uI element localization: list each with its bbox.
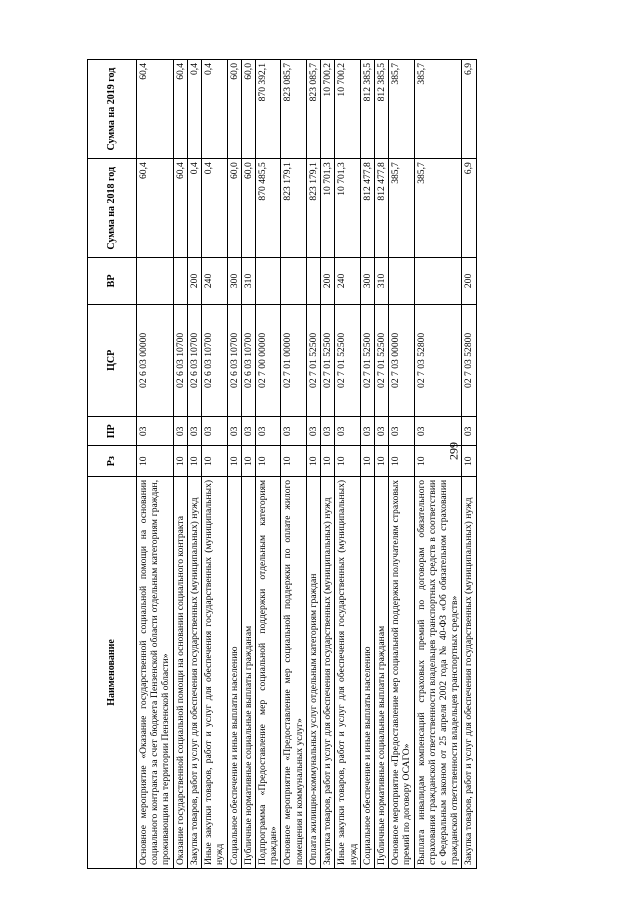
cell-sum-2019: 10 700,2 [321, 60, 335, 159]
cell-name: Выплата инвалидам компенсаций страховых премий по договорам обязательного страхования гражданской ответственности владельцев транспортных средств в соответствии с Федеральным законом от 25 апреля 2002 года № 40-ФЗ «Об обязательном страховании гражданской ответственности владельцев транспортных средств» [414, 476, 462, 868]
cell-rz: 10 [281, 446, 306, 476]
cell-rz: 10 [255, 446, 280, 476]
table-row [241, 60, 255, 869]
cell-name: Закупка товаров, работ и услуг для обеспечения государственных (муниципальных) нужд [187, 476, 201, 868]
cell-vr: 300 [360, 258, 374, 304]
cell-name: Публичные нормативные социальные выплаты гражданам [241, 476, 255, 868]
cell-csr: 02 6 03 00000 [137, 304, 174, 417]
cell-vr: 310 [374, 258, 388, 304]
cell-csr: 02 7 01 52500 [335, 304, 360, 417]
cell-pr: 03 [414, 417, 462, 446]
cell-name: Закупка товаров, работ и услуг для обеспечения государственных (муниципальных) нужд [321, 476, 335, 868]
table-row [255, 60, 280, 869]
cell-name: Основное мероприятие «Предоставление мер социальной поддержки по оплате жилого помещения и коммунальных услуг» [281, 476, 306, 868]
header-pr: ПР [88, 417, 137, 446]
cell-name: Социальное обеспечение и иные выплаты населению [360, 476, 374, 868]
cell-sum-2019: 823 085,7 [306, 60, 320, 159]
cell-pr: 03 [202, 417, 227, 446]
cell-csr: 02 7 01 52500 [306, 304, 320, 417]
cell-csr: 02 7 01 52500 [374, 304, 388, 417]
cell-pr: 03 [374, 417, 388, 446]
table-row [173, 60, 187, 869]
cell-rz: 10 [414, 446, 462, 476]
cell-sum-2019: 385,7 [389, 60, 414, 159]
cell-pr: 03 [462, 417, 476, 446]
cell-rz: 10 [241, 446, 255, 476]
cell-vr: 200 [321, 258, 335, 304]
table-row [137, 60, 174, 869]
cell-pr: 03 [173, 417, 187, 446]
cell-rz: 10 [187, 446, 201, 476]
cell-rz: 10 [374, 446, 388, 476]
cell-vr: 310 [241, 258, 255, 304]
cell-vr: 200 [462, 258, 476, 304]
cell-rz: 10 [360, 446, 374, 476]
rotated-page-content [87, 59, 599, 869]
cell-rz: 10 [321, 446, 335, 476]
cell-csr: 02 7 03 52800 [414, 304, 462, 417]
cell-sum-2018: 385,7 [414, 159, 462, 258]
cell-pr: 03 [281, 417, 306, 446]
header-vr: ВР [88, 258, 137, 304]
cell-csr: 02 7 01 52500 [360, 304, 374, 417]
cell-sum-2018: 10 701,3 [335, 159, 360, 258]
table-row [281, 60, 306, 869]
cell-csr: 02 6 03 10700 [241, 304, 255, 417]
cell-name: Оплата жилищно-коммунальных услуг отдельным категориям граждан [306, 476, 320, 868]
cell-vr [414, 258, 462, 304]
cell-sum-2018: 60,0 [227, 159, 241, 258]
cell-pr: 03 [335, 417, 360, 446]
cell-sum-2019: 0,4 [187, 60, 201, 159]
table-row [389, 60, 414, 869]
cell-rz: 10 [335, 446, 360, 476]
table-row [462, 60, 476, 869]
cell-vr [389, 258, 414, 304]
cell-name: Основное мероприятие «Предоставление мер социальной поддержки получателям страховых премий по договору ОСАГО» [389, 476, 414, 868]
cell-sum-2018: 60,4 [137, 159, 174, 258]
cell-sum-2018: 60,0 [241, 159, 255, 258]
header-csr: ЦСР [88, 304, 137, 417]
cell-sum-2018: 0,4 [187, 159, 201, 258]
cell-csr: 02 6 03 10700 [227, 304, 241, 417]
header-row [88, 60, 137, 869]
cell-rz: 10 [227, 446, 241, 476]
cell-sum-2018: 823 179,1 [306, 159, 320, 258]
cell-sum-2018: 385,7 [389, 159, 414, 258]
cell-csr: 02 7 01 52500 [321, 304, 335, 417]
cell-name: Основное мероприятие «Оказание государственной социальной помощи на основании социального контракта за счет бюджета Пензенской области отдельным категориям граждан, проживающим на территории Пензенской области» [137, 476, 174, 868]
cell-rz: 10 [389, 446, 414, 476]
table-row [360, 60, 374, 869]
cell-sum-2018: 10 701,3 [321, 159, 335, 258]
cell-rz: 10 [202, 446, 227, 476]
cell-pr: 03 [306, 417, 320, 446]
cell-sum-2019: 60,4 [137, 60, 174, 159]
table-row [335, 60, 360, 869]
cell-vr [255, 258, 280, 304]
cell-pr: 03 [187, 417, 201, 446]
cell-vr: 300 [227, 258, 241, 304]
cell-csr: 02 6 03 10700 [202, 304, 227, 417]
cell-rz: 10 [306, 446, 320, 476]
cell-csr: 02 7 03 00000 [389, 304, 414, 417]
table-row [321, 60, 335, 869]
cell-sum-2019: 6,9 [462, 60, 476, 159]
cell-name: Публичные нормативные социальные выплаты гражданам [374, 476, 388, 868]
cell-name: Социальное обеспечение и иные выплаты населению [227, 476, 241, 868]
cell-name: Подпрограмма «Предоставление мер социальной поддержки отдельным категориям граждан» [255, 476, 280, 868]
cell-pr: 03 [241, 417, 255, 446]
header-sum-2019: Сумма на 2019 год [88, 60, 137, 159]
cell-sum-2018: 870 485,5 [255, 159, 280, 258]
cell-vr: 240 [335, 258, 360, 304]
cell-name: Оказание государственной социальной помощи на основании социального контракта [173, 476, 187, 868]
cell-sum-2019: 60,0 [241, 60, 255, 159]
cell-sum-2018: 823 179,1 [281, 159, 306, 258]
cell-pr: 03 [321, 417, 335, 446]
budget-table [87, 59, 477, 869]
cell-csr: 02 6 03 10700 [173, 304, 187, 417]
cell-sum-2018: 6,9 [462, 159, 476, 258]
header-rz: Рз [88, 446, 137, 476]
header-sum-2018: Сумма на 2018 год [88, 159, 137, 258]
cell-vr [173, 258, 187, 304]
cell-vr [281, 258, 306, 304]
table-row [202, 60, 227, 869]
cell-name: Закупка товаров, работ и услуг для обеспечения государственных (муниципальных) нужд [462, 476, 476, 868]
cell-vr [306, 258, 320, 304]
cell-csr: 02 7 00 00000 [255, 304, 280, 417]
table-row [306, 60, 320, 869]
cell-sum-2018: 812 477,8 [374, 159, 388, 258]
cell-rz: 10 [462, 446, 476, 476]
cell-sum-2019: 812 385,5 [360, 60, 374, 159]
cell-sum-2019: 870 392,1 [255, 60, 280, 159]
cell-sum-2018: 0,4 [202, 159, 227, 258]
cell-name: Иные закупки товаров, работ и услуг для обеспечения государственных (муниципальных) нужд [202, 476, 227, 868]
cell-vr: 240 [202, 258, 227, 304]
cell-pr: 03 [389, 417, 414, 446]
cell-csr: 02 6 03 10700 [187, 304, 201, 417]
table-row [227, 60, 241, 869]
cell-sum-2019: 60,0 [227, 60, 241, 159]
table-header [88, 60, 137, 869]
cell-sum-2019: 0,4 [202, 60, 227, 159]
page-number: 299 [446, 442, 461, 460]
header-name: Наименование [88, 476, 137, 868]
cell-pr: 03 [227, 417, 241, 446]
cell-pr: 03 [255, 417, 280, 446]
cell-sum-2018: 812 477,8 [360, 159, 374, 258]
cell-sum-2019: 823 085,7 [281, 60, 306, 159]
table-body [137, 60, 477, 869]
table-row [374, 60, 388, 869]
cell-csr: 02 7 03 52800 [462, 304, 476, 417]
table-row [414, 60, 462, 869]
cell-vr [137, 258, 174, 304]
cell-rz: 10 [173, 446, 187, 476]
cell-vr: 200 [187, 258, 201, 304]
cell-csr: 02 7 01 00000 [281, 304, 306, 417]
cell-sum-2019: 812 385,5 [374, 60, 388, 159]
cell-pr: 03 [360, 417, 374, 446]
cell-pr: 03 [137, 417, 174, 446]
cell-rz: 10 [137, 446, 174, 476]
table-row [187, 60, 201, 869]
cell-sum-2019: 60,4 [173, 60, 187, 159]
cell-sum-2018: 60,4 [173, 159, 187, 258]
cell-sum-2019: 10 700,2 [335, 60, 360, 159]
cell-name: Иные закупки товаров, работ и услуг для обеспечения государственных (муниципальных) нужд [335, 476, 360, 868]
cell-sum-2019: 385,7 [414, 60, 462, 159]
